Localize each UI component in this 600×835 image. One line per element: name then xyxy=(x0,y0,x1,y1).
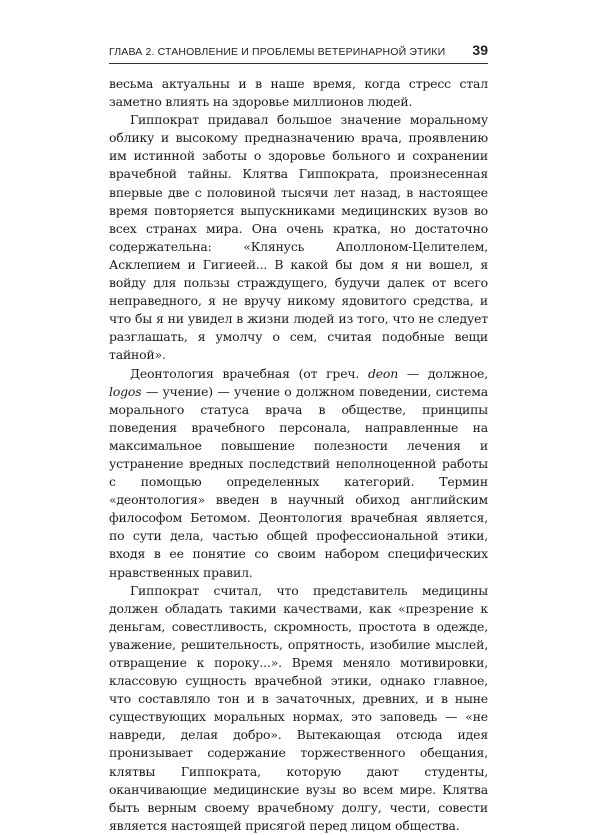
running-header xyxy=(109,42,488,58)
term-logos: logos xyxy=(109,383,142,399)
paragraph-deontology xyxy=(109,365,488,582)
page-number: 39 xyxy=(472,42,488,58)
deontology-text-c: — учение) — учение о должном поведении, система морального статуса врача в обществе, принципы поведения врачебного персонала, направленные на максимальное повышение полезности лечения и устранение вредных последствий неполноценной работы с помощью определенных категорий. Термин «деонтология» введен в научный обиход английским философом Бетомом. Деонтология врачебная является, по сути дела, частью общей профессиональной этики, входя в ее понятие со своим набором специфических нравственных правил. xyxy=(109,383,488,580)
paragraph-hippocrates-oath: Гиппократ придавал большое значение моральному облику и высокому предназначению врача, проявлению им истинной заботы о здоровье больного и сохранении врачебной тайны. Клятва Гиппократа, произнесенная впервые две с половиной тысячи лет назад, в настоящее время повторяется выпускниками медицинских вузов во всех странах мира. Она очень кратка, но достаточно содержательна: «Клянусь Аполлоном-Целителем, Асклепием и Гигиеей... В какой бы дом я ни вошел, я войду для пользы страждущего, будучи далек от всего неправедного, я не вручу никому ядовитого средства, и что бы я ни увидел в жизни людей из того, что не следует разглашать, я умолчу о сем, считая подобные вещи тайной». xyxy=(109,112,488,363)
paragraph-physician-qualities: Гиппократ считал, что представитель медицины должен обладать такими качествами, как «презрение к деньгам, совестливость, скромность, простота в одежде, уважение, решительность, опрятность, изобилие мыслей, отвращение к пороку...». Время меняло мотивировки, классовую сущность врачебной этики, однако главное, что составляло тон и в зачаточных, древних, и в ныне существующих моральных нормах, это заповедь — «не навреди, делая добро». Вытекающая отсюда идея пронизывает содержание торжественного обещания, клятвы Гиппократа, которую дают студенты, оканчивающие медицинские вузы во всем мире. Клятва быть верным своему врачебному долгу, чести, совести является настоящей присягой перед лицом общества. xyxy=(109,582,488,833)
deontology-text-b: — должное, xyxy=(398,365,488,381)
term-deon: deon xyxy=(367,365,399,381)
deontology-text-a: Деонтология врачебная (от греч. xyxy=(130,365,368,381)
paragraph-continuation: весьма актуальны и в наше время, когда стресс стал заметно влиять на здоровье миллионов людей. xyxy=(109,76,488,110)
chapter-title: ГЛАВА 2. СТАНОВЛЕНИЕ И ПРОБЛЕМЫ ВЕТЕРИНАРНОЙ ЭТИКИ xyxy=(109,46,446,58)
page-body xyxy=(109,75,488,835)
header-rule xyxy=(109,63,488,64)
